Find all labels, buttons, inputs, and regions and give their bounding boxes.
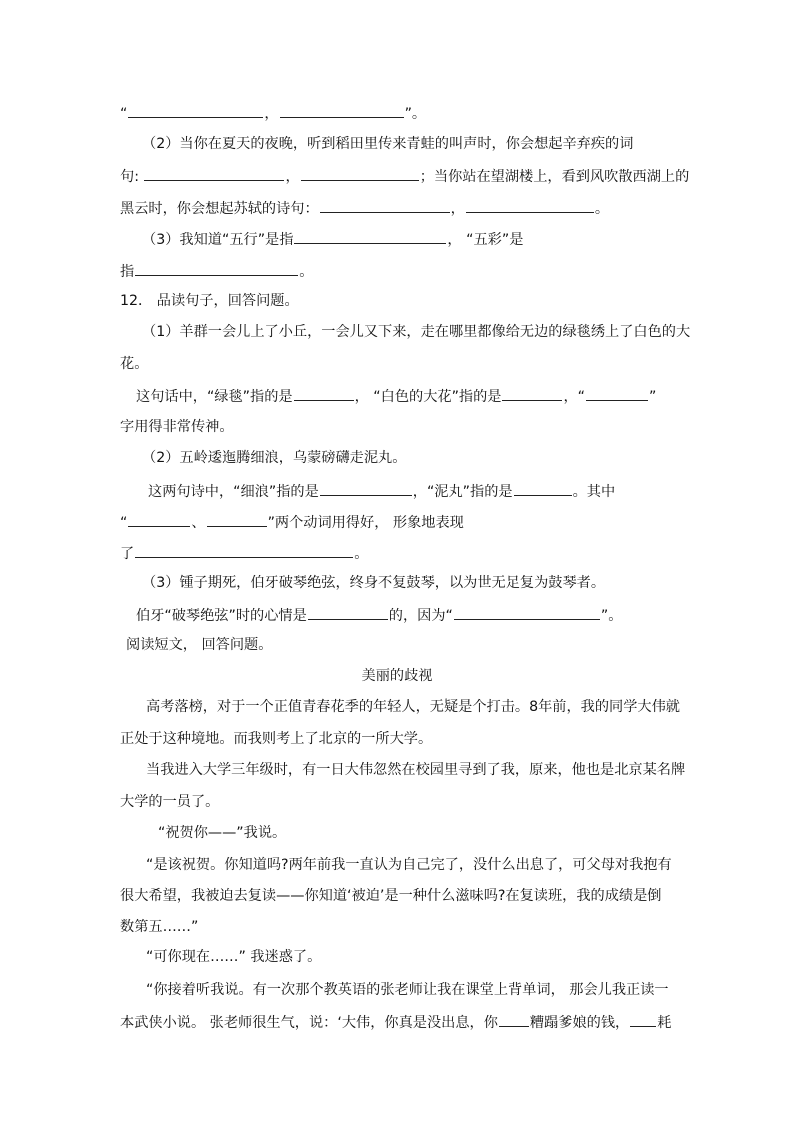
answer-blank[interactable] (454, 604, 600, 620)
text: 字用得非常传神。 (120, 419, 234, 435)
text: ，“泥丸”指的是 (412, 484, 513, 500)
text: 。其中 (572, 484, 616, 500)
text: 了 (120, 546, 135, 562)
text-line-1 (120, 102, 794, 122)
text: ， (264, 106, 279, 122)
text: 。 (354, 546, 369, 562)
text: ；当你站在望湖楼上，看到风吹散西湖上的 (419, 169, 690, 185)
text: ”。 (404, 106, 427, 122)
passage-line (146, 980, 794, 1000)
text: 。 (594, 201, 610, 217)
text: “可你现在……” 我迷惑了。 (146, 949, 322, 965)
question-12-2-line (142, 448, 794, 468)
answer-blank[interactable] (128, 511, 190, 527)
text: 句: (120, 169, 144, 185)
answer-blank[interactable] (320, 197, 450, 213)
passage-line (146, 855, 794, 875)
text: 的，因为“ (388, 608, 453, 624)
question-12-3-line (142, 573, 794, 593)
answer-blank[interactable] (294, 228, 446, 244)
text-line-13 (148, 480, 794, 500)
text: 耗 (657, 1015, 672, 1031)
text: 很大希望，我被迫去复读——你知道‘被迫’是一种什么滋味吗?在复读班，我的成绩是倒 (120, 888, 662, 904)
passage-line (120, 792, 794, 812)
text: 阅读短文， 回答问题。 (126, 637, 273, 653)
passage-line (120, 1011, 794, 1031)
answer-blank[interactable] (308, 604, 388, 620)
text: 花。 (120, 356, 149, 372)
answer-blank[interactable] (499, 1011, 529, 1027)
text: 本武侠小说。 张老师很生气，说：‘大伟，你真是没出息，你 (120, 1015, 498, 1031)
answer-blank[interactable] (128, 102, 263, 118)
passage-line (120, 886, 794, 906)
answer-blank[interactable] (294, 385, 354, 401)
text-line-4 (120, 197, 794, 217)
text: “祝贺你——”我说。 (158, 825, 287, 841)
text: 、 (191, 515, 206, 531)
passage-title (0, 666, 794, 686)
passage-line (120, 729, 794, 749)
text-line-15 (120, 542, 794, 562)
text-line-10 (136, 385, 794, 405)
text: ， “白色的大花”指的是 (354, 389, 502, 405)
text: （1）羊群一会儿上了小丘，一会儿又下来，走在哪里都像给无边的绿毯绣上了白色的大 (142, 324, 691, 340)
text: （2）五岭逶迤腾细浪，乌蒙磅礴走泥丸。 (142, 450, 407, 466)
text: 大学的一员了。 (120, 794, 220, 810)
text: （2）当你在夏天的夜晚，听到稻田里传来青蛙的叫声时，你会想起辛弃疾的词 (142, 136, 634, 152)
text: ， (285, 169, 300, 185)
answer-blank[interactable] (514, 480, 572, 496)
text-line-6 (120, 260, 794, 280)
text: 黑云时，你会想起苏轼的诗句： (120, 201, 319, 217)
answer-blank[interactable] (135, 542, 353, 558)
text: 当我进入大学三年级时，有一日大伟忽然在校园里寻到了我，原来，他也是北京某名牌 (146, 762, 686, 778)
answer-blank[interactable] (301, 165, 419, 181)
text: ”两个动词用得好， 形象地表现 (267, 515, 464, 531)
text: 。 (299, 264, 314, 280)
answer-blank[interactable] (320, 480, 412, 496)
text: （3）锺子期死，伯牙破琴绝弦，终身不复鼓琴，以为世无足复为鼓琴者。 (142, 575, 606, 591)
text: “ (120, 515, 128, 531)
text: ” (649, 389, 657, 405)
answer-blank[interactable] (586, 385, 648, 401)
text: “ (120, 106, 128, 122)
text: 高考落榜，对于一个正值青春花季的年轻人，无疑是个打击。8年前，我的同学大伟就 (146, 699, 680, 715)
answer-blank[interactable] (466, 197, 594, 213)
text: 伯牙“破琴绝弦”时的心情是 (136, 608, 307, 624)
answer-blank[interactable] (502, 385, 562, 401)
text-line-17 (136, 604, 794, 624)
reading-instruction (126, 635, 794, 655)
question-2-line (142, 134, 794, 154)
text: （3）我知道“五行”是指 (142, 232, 294, 248)
text: 糟蹋爹娘的钱， (529, 1015, 630, 1031)
text: ”。 (600, 608, 623, 624)
text: 指 (120, 264, 135, 280)
answer-blank[interactable] (630, 1011, 656, 1027)
text: 12． 品读句子，回答问题。 (120, 293, 299, 309)
text: “是该祝贺。你知道吗?两年前我一直认为自己完了，没什么出息了，可父母对我抱有 (146, 857, 672, 873)
answer-blank[interactable] (207, 511, 267, 527)
text: 这句话中，“绿毯”指的是 (136, 389, 293, 405)
passage-line (158, 823, 794, 843)
text: 正处于这种境地。而我则考上了北京的一所大学。 (120, 731, 433, 747)
answer-blank[interactable] (280, 102, 404, 118)
question-12-1-line (142, 322, 794, 342)
answer-blank[interactable] (135, 260, 298, 276)
answer-blank[interactable] (144, 165, 284, 181)
text-line-3 (120, 165, 794, 185)
passage-line (120, 917, 794, 937)
text: ， “五彩”是 (447, 232, 524, 248)
text: 数第五……” (120, 919, 199, 935)
text: “你接着听我说。有一次那个教英语的张老师让我在课堂上背单词， 那会儿我正读一 (146, 982, 669, 998)
text: 美丽的歧视 (361, 668, 433, 684)
passage-line (146, 947, 794, 967)
text-line-9 (120, 354, 794, 374)
text: ， (450, 201, 465, 217)
passage-line (146, 760, 794, 780)
text: ，“ (563, 389, 586, 405)
text-line-11 (120, 417, 794, 437)
text: 这两句诗中，“细浪”指的是 (148, 484, 319, 500)
question-3-line (142, 228, 794, 248)
question-12-heading (120, 291, 794, 311)
text-line-14 (120, 511, 794, 531)
passage-line (146, 697, 794, 717)
